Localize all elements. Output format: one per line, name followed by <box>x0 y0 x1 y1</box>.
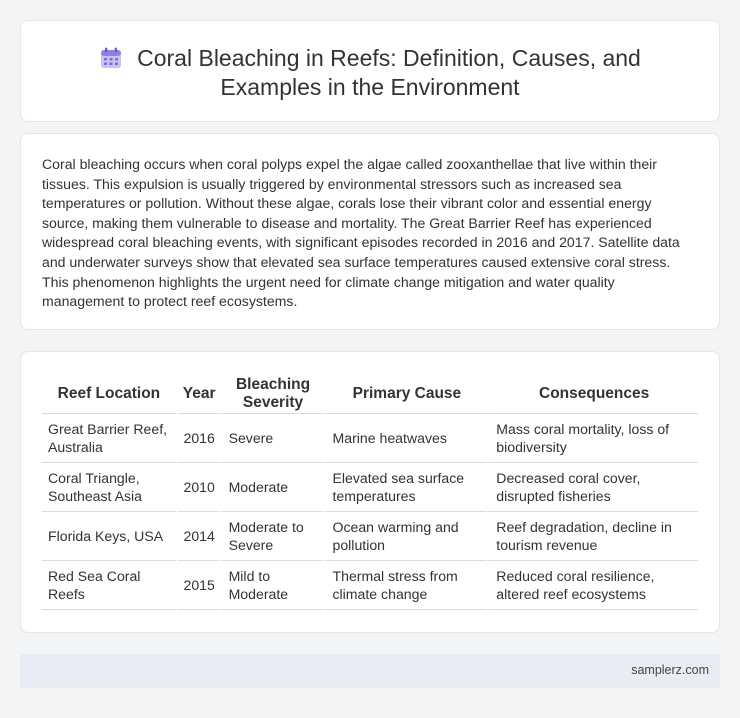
cell-primary-cause: Ocean warming and pollution <box>324 512 488 561</box>
cell-year: 2015 <box>176 561 220 610</box>
cell-consequences: Decreased coral cover, disrupted fisheries <box>487 463 698 512</box>
cell-consequences: Mass coral mortality, loss of biodiversity <box>487 414 698 463</box>
bleaching-table <box>42 374 698 610</box>
cell-year: 2014 <box>176 512 220 561</box>
cell-year: 2010 <box>176 463 220 512</box>
table-row <box>42 561 698 610</box>
cell-primary-cause: Elevated sea surface temperatures <box>324 463 488 512</box>
cell-severity: Moderate <box>220 463 324 512</box>
table-row <box>42 463 698 512</box>
page-title-wrap <box>21 44 719 102</box>
title-card <box>20 20 720 122</box>
cell-year: 2016 <box>176 414 220 463</box>
header-primary-cause: Primary Cause <box>324 374 488 414</box>
cell-reef-location: Great Barrier Reef, Australia <box>42 414 176 463</box>
cell-consequences: Reef degradation, decline in tourism revenue <box>487 512 698 561</box>
calendar-icon <box>99 47 123 69</box>
cell-reef-location: Red Sea Coral Reefs <box>42 561 176 610</box>
footer-brand: samplerz.com <box>631 663 709 677</box>
header-bleaching-severity: Bleaching Severity <box>220 374 324 414</box>
page-title: Coral Bleaching in Reefs: Definition, Causes, and Examples in the Environment <box>137 45 641 100</box>
table-header-row <box>42 374 698 414</box>
table-card <box>20 351 720 633</box>
cell-reef-location: Coral Triangle, Southeast Asia <box>42 463 176 512</box>
table-row <box>42 414 698 463</box>
header-reef-location: Reef Location <box>42 374 176 414</box>
cell-severity: Severe <box>220 414 324 463</box>
cell-severity: Moderate to Severe <box>220 512 324 561</box>
cell-consequences: Reduced coral resilience, altered reef ecosystems <box>487 561 698 610</box>
description-text: Coral bleaching occurs when coral polyps expel the algae called zooxanthellae that live within their tissues. This expulsion is usually triggered by environmental stressors such as increased sea temperatures or pollution. Without these algae, corals lose their vibrant color and essential energy source, making them vulnerable to disease and mortality. The Great Barrier Reef has experienced widespread coral bleaching events, with significant episodes recorded in 2016 and 2017. Satellite data and underwater surveys show that elevated sea surface temperatures caused extensive coral stress. This phenomenon highlights the urgent need for climate change mitigation and water quality management to protect reef ecosystems. <box>42 156 680 310</box>
table-row <box>42 512 698 561</box>
footer-bar <box>20 654 720 688</box>
description-card <box>20 133 720 330</box>
header-consequences: Consequences <box>487 374 698 414</box>
cell-primary-cause: Thermal stress from climate change <box>324 561 488 610</box>
header-year: Year <box>176 374 220 414</box>
cell-primary-cause: Marine heatwaves <box>324 414 488 463</box>
cell-severity: Mild to Moderate <box>220 561 324 610</box>
cell-reef-location: Florida Keys, USA <box>42 512 176 561</box>
